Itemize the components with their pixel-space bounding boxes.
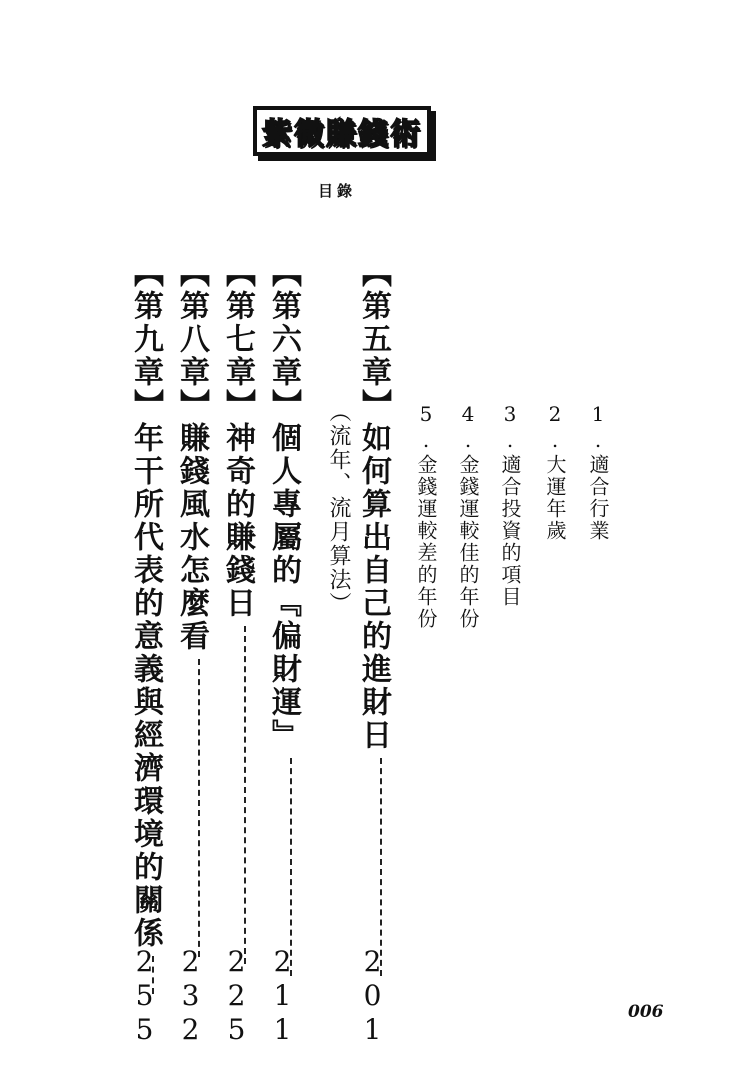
chapter-5-page: 201 [356,945,389,1047]
chapter-6-entry [268,257,306,982]
chapter-6-leader [290,758,292,976]
book-title: 紫微賺錢術 [262,117,422,152]
chapter-6-page: 211 [266,945,299,1047]
chapter-5-label: 【第五章】 [356,257,391,422]
chapter-8-label: 【第八章】 [174,257,209,422]
chapter-7-title: 神奇的賺錢日 [220,422,255,620]
chapter-8-page: 232 [174,945,207,1047]
chapter-7-entry [222,257,260,970]
chapter-9-label: 【第九章】 [128,257,163,422]
chapter-7-leader [244,626,246,964]
chapter-6-title: 個人專屬的『偏財運』 [266,422,301,752]
chapter-8-title: 賺錢風水怎麼看 [174,422,209,653]
chapter-5-note: ︵流年、流月算法︶ [326,400,351,616]
book-title-box [253,106,431,156]
chapter-9-entry [130,257,168,1000]
chapter-9-page: 255 [128,945,161,1047]
chapter-8-leader [198,659,200,957]
page-folio: 006 [628,1002,664,1022]
sub-item-3: 3.適合投資的項目 [498,402,522,608]
chapter-8-entry [176,257,214,963]
chapter-5-entry [358,257,396,982]
sub-item-5: 5.金錢運較差的年份 [414,402,438,630]
sub-item-1: 1.適合行業 [586,402,610,542]
chapter-9-title: 年干所代表的意義與經濟環境的關係 [128,422,163,950]
toc-heading: 目錄 [318,182,357,200]
chapter-7-label: 【第七章】 [220,257,255,422]
chapter-7-page: 225 [220,945,253,1047]
chapter-5-title: 如何算出自己的進財日 [356,422,391,752]
chapter-5-leader [380,758,382,976]
sub-item-4: 4.金錢運較佳的年份 [456,402,480,630]
chapter-6-label: 【第六章】 [266,257,301,422]
sub-item-2: 2.大運年歲 [543,402,567,542]
